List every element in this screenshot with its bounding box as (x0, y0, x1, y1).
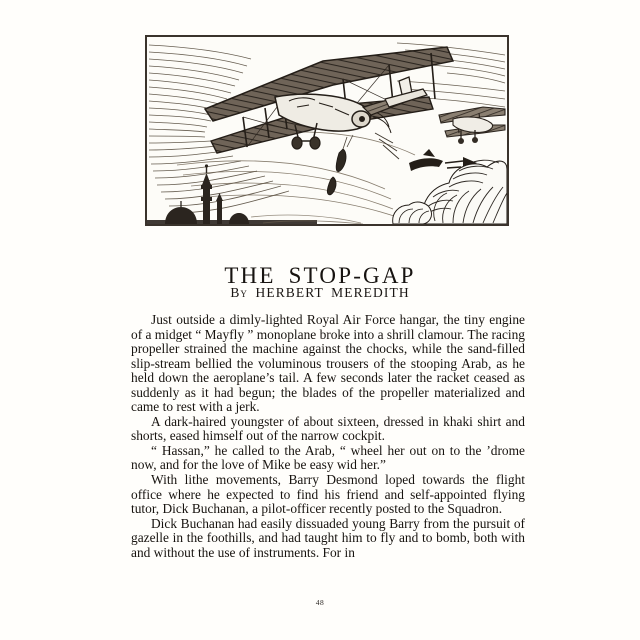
paragraph: A dark-haired youngster of about sixteen, dressed in khaki shirt and shorts, eased himself out of the narrow cockpit. (131, 413, 525, 444)
article-byline: By HERBERT MEREDITH (230, 285, 410, 300)
paragraph: With lithe movements, Barry Desmond loped towards the flight office where he expected to find his friend and self-appointed flying tutor, Dick Buchanan, a pilot-officer recently posted to the Squadron. (131, 472, 525, 517)
article-title: THE STOP-GAP (224, 263, 416, 289)
paragraph: Dick Buchanan had easily dissuaded young Barry from the pursuit of gazelle in the foothills, and had taught him to fly and to bomb, both with and without the use of instruments. For in (131, 515, 525, 560)
paragraph: “ Hassan,” he called to the Arab, “ wheel her out on to the ’drome now, and for the love of Mike be easy wid her.” (131, 442, 525, 473)
illustration-artwork (147, 37, 507, 224)
page-number: 48 (315, 598, 325, 607)
chapter-illustration (145, 35, 509, 226)
article-body (131, 313, 525, 560)
paragraph: Just outside a dimly-lighted Royal Air Force hangar, the tiny engine of a midget “ Mayfly ” monoplane broke into a shrill clamour. The racing propeller strained the machine against the chocks, while the sand-filled slip-stream bellied the voluminous trousers of the stooping Arab, as he held down the aeroplane’s tail. A few seconds later the racket ceased as suddenly as it had begun; the blades of the propeller materialized and came to rest with a jerk. (131, 312, 525, 415)
